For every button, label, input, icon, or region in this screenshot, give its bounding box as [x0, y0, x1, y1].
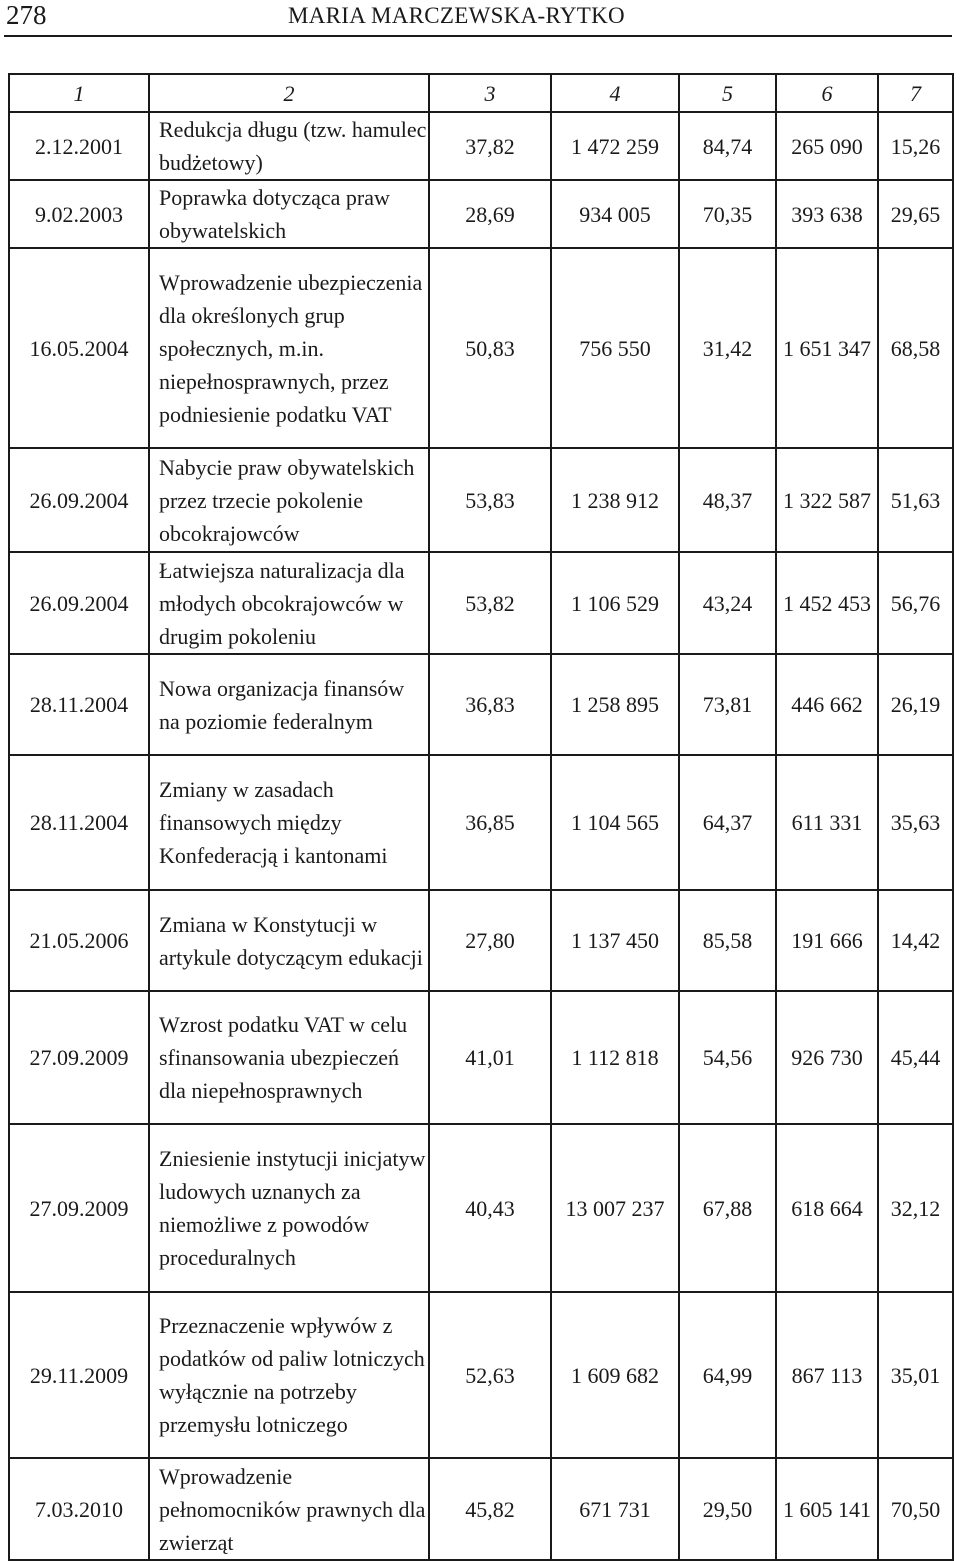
- page-number: 278: [6, 0, 47, 30]
- value-cell: 29,50: [679, 1458, 776, 1560]
- data-table: [8, 73, 954, 1561]
- date-cell: 2.12.2001: [9, 112, 149, 180]
- value-cell: 15,26: [878, 112, 953, 180]
- value-cell: 13 007 237: [551, 1124, 679, 1292]
- description-cell: Wzrost podatku VAT w celu sfinansowania ubezpieczeń dla niepełnosprawnych: [149, 991, 429, 1124]
- table-row: [9, 654, 953, 755]
- table-row: [9, 890, 953, 991]
- value-cell: 70,35: [679, 180, 776, 248]
- value-cell: 756 550: [551, 248, 679, 448]
- value-cell: 265 090: [776, 112, 878, 180]
- date-cell: 29.11.2009: [9, 1292, 149, 1458]
- table-body: [9, 74, 953, 1560]
- date-cell: 7.03.2010: [9, 1458, 149, 1560]
- description-cell: Poprawka dotycząca praw obywatelskich: [149, 180, 429, 248]
- page-header: [0, 0, 960, 36]
- value-cell: 37,82: [429, 112, 551, 180]
- date-cell: 21.05.2006: [9, 890, 149, 991]
- description-cell: Nowa organizacja finansów na poziomie federalnym: [149, 654, 429, 755]
- column-number: 7: [878, 74, 953, 112]
- table-row: [9, 112, 953, 180]
- value-cell: 618 664: [776, 1124, 878, 1292]
- value-cell: 73,81: [679, 654, 776, 755]
- value-cell: 64,37: [679, 755, 776, 890]
- value-cell: 26,19: [878, 654, 953, 755]
- value-cell: 1 104 565: [551, 755, 679, 890]
- table-row: [9, 1124, 953, 1292]
- value-cell: 53,82: [429, 552, 551, 654]
- date-cell: 27.09.2009: [9, 991, 149, 1124]
- value-cell: 51,63: [878, 448, 953, 552]
- value-cell: 54,56: [679, 991, 776, 1124]
- value-cell: 50,83: [429, 248, 551, 448]
- table-row: [9, 248, 953, 448]
- date-cell: 9.02.2003: [9, 180, 149, 248]
- column-number: 4: [551, 74, 679, 112]
- column-number: 6: [776, 74, 878, 112]
- value-cell: 56,76: [878, 552, 953, 654]
- value-cell: 36,83: [429, 654, 551, 755]
- value-cell: 1 651 347: [776, 248, 878, 448]
- description-cell: Przeznaczenie wpływów z podatków od paliw lotniczych wyłącznie na potrzeby przemysłu lotniczego: [149, 1292, 429, 1458]
- value-cell: 1 106 529: [551, 552, 679, 654]
- date-cell: 27.09.2009: [9, 1124, 149, 1292]
- description-cell: Redukcja długu (tzw. hamulec budżetowy): [149, 112, 429, 180]
- date-cell: 28.11.2004: [9, 755, 149, 890]
- value-cell: 1 322 587: [776, 448, 878, 552]
- value-cell: 1 137 450: [551, 890, 679, 991]
- value-cell: 53,83: [429, 448, 551, 552]
- value-cell: 191 666: [776, 890, 878, 991]
- description-cell: Łatwiejsza naturalizacja dla młodych obcokrajowców w drugim pokoleniu: [149, 552, 429, 654]
- value-cell: 1 605 141: [776, 1458, 878, 1560]
- column-number-row: [9, 74, 953, 112]
- value-cell: 1 238 912: [551, 448, 679, 552]
- value-cell: 68,58: [878, 248, 953, 448]
- value-cell: 40,43: [429, 1124, 551, 1292]
- value-cell: 35,63: [878, 755, 953, 890]
- description-cell: Zmiana w Konstytucji w artykule dotyczącym edukacji: [149, 890, 429, 991]
- table-row: [9, 1458, 953, 1560]
- value-cell: 29,65: [878, 180, 953, 248]
- value-cell: 611 331: [776, 755, 878, 890]
- date-cell: 26.09.2004: [9, 448, 149, 552]
- column-number: 2: [149, 74, 429, 112]
- description-cell: Zmiany w zasadach finansowych między Konfederacją i kantonami: [149, 755, 429, 890]
- running-head: MARIA MARCZEWSKA-RYTKO: [288, 3, 625, 28]
- value-cell: 867 113: [776, 1292, 878, 1458]
- value-cell: 52,63: [429, 1292, 551, 1458]
- value-cell: 67,88: [679, 1124, 776, 1292]
- value-cell: 1 609 682: [551, 1292, 679, 1458]
- description-cell: Zniesienie instytucji inicjatyw ludowych uznanych za niemożliwe z powodów proceduralnych: [149, 1124, 429, 1292]
- value-cell: 43,24: [679, 552, 776, 654]
- description-cell: Wprowadzenie ubezpieczenia dla określonych grup społecznych, m.in. niepełnosprawnych, przez podniesienie podatku VAT: [149, 248, 429, 448]
- value-cell: 70,50: [878, 1458, 953, 1560]
- value-cell: 1 452 453: [776, 552, 878, 654]
- table-row: [9, 991, 953, 1124]
- value-cell: 35,01: [878, 1292, 953, 1458]
- value-cell: 446 662: [776, 654, 878, 755]
- value-cell: 934 005: [551, 180, 679, 248]
- value-cell: 14,42: [878, 890, 953, 991]
- description-cell: Wprowadzenie pełnomocników prawnych dla zwierząt: [149, 1458, 429, 1560]
- value-cell: 45,44: [878, 991, 953, 1124]
- header-rule: [4, 35, 952, 37]
- description-cell: Nabycie praw obywatelskich przez trzecie pokolenie obcokrajowców: [149, 448, 429, 552]
- value-cell: 48,37: [679, 448, 776, 552]
- value-cell: 64,99: [679, 1292, 776, 1458]
- value-cell: 41,01: [429, 991, 551, 1124]
- value-cell: 27,80: [429, 890, 551, 991]
- value-cell: 32,12: [878, 1124, 953, 1292]
- value-cell: 1 472 259: [551, 112, 679, 180]
- table-row: [9, 755, 953, 890]
- column-number: 1: [9, 74, 149, 112]
- date-cell: 28.11.2004: [9, 654, 149, 755]
- value-cell: 36,85: [429, 755, 551, 890]
- table-row: [9, 1292, 953, 1458]
- date-cell: 26.09.2004: [9, 552, 149, 654]
- column-number: 3: [429, 74, 551, 112]
- column-number: 5: [679, 74, 776, 112]
- value-cell: 28,69: [429, 180, 551, 248]
- value-cell: 926 730: [776, 991, 878, 1124]
- table-row: [9, 448, 953, 552]
- value-cell: 84,74: [679, 112, 776, 180]
- value-cell: 393 638: [776, 180, 878, 248]
- value-cell: 85,58: [679, 890, 776, 991]
- table-row: [9, 552, 953, 654]
- value-cell: 31,42: [679, 248, 776, 448]
- table-row: [9, 180, 953, 248]
- value-cell: 1 112 818: [551, 991, 679, 1124]
- value-cell: 1 258 895: [551, 654, 679, 755]
- date-cell: 16.05.2004: [9, 248, 149, 448]
- value-cell: 45,82: [429, 1458, 551, 1560]
- value-cell: 671 731: [551, 1458, 679, 1560]
